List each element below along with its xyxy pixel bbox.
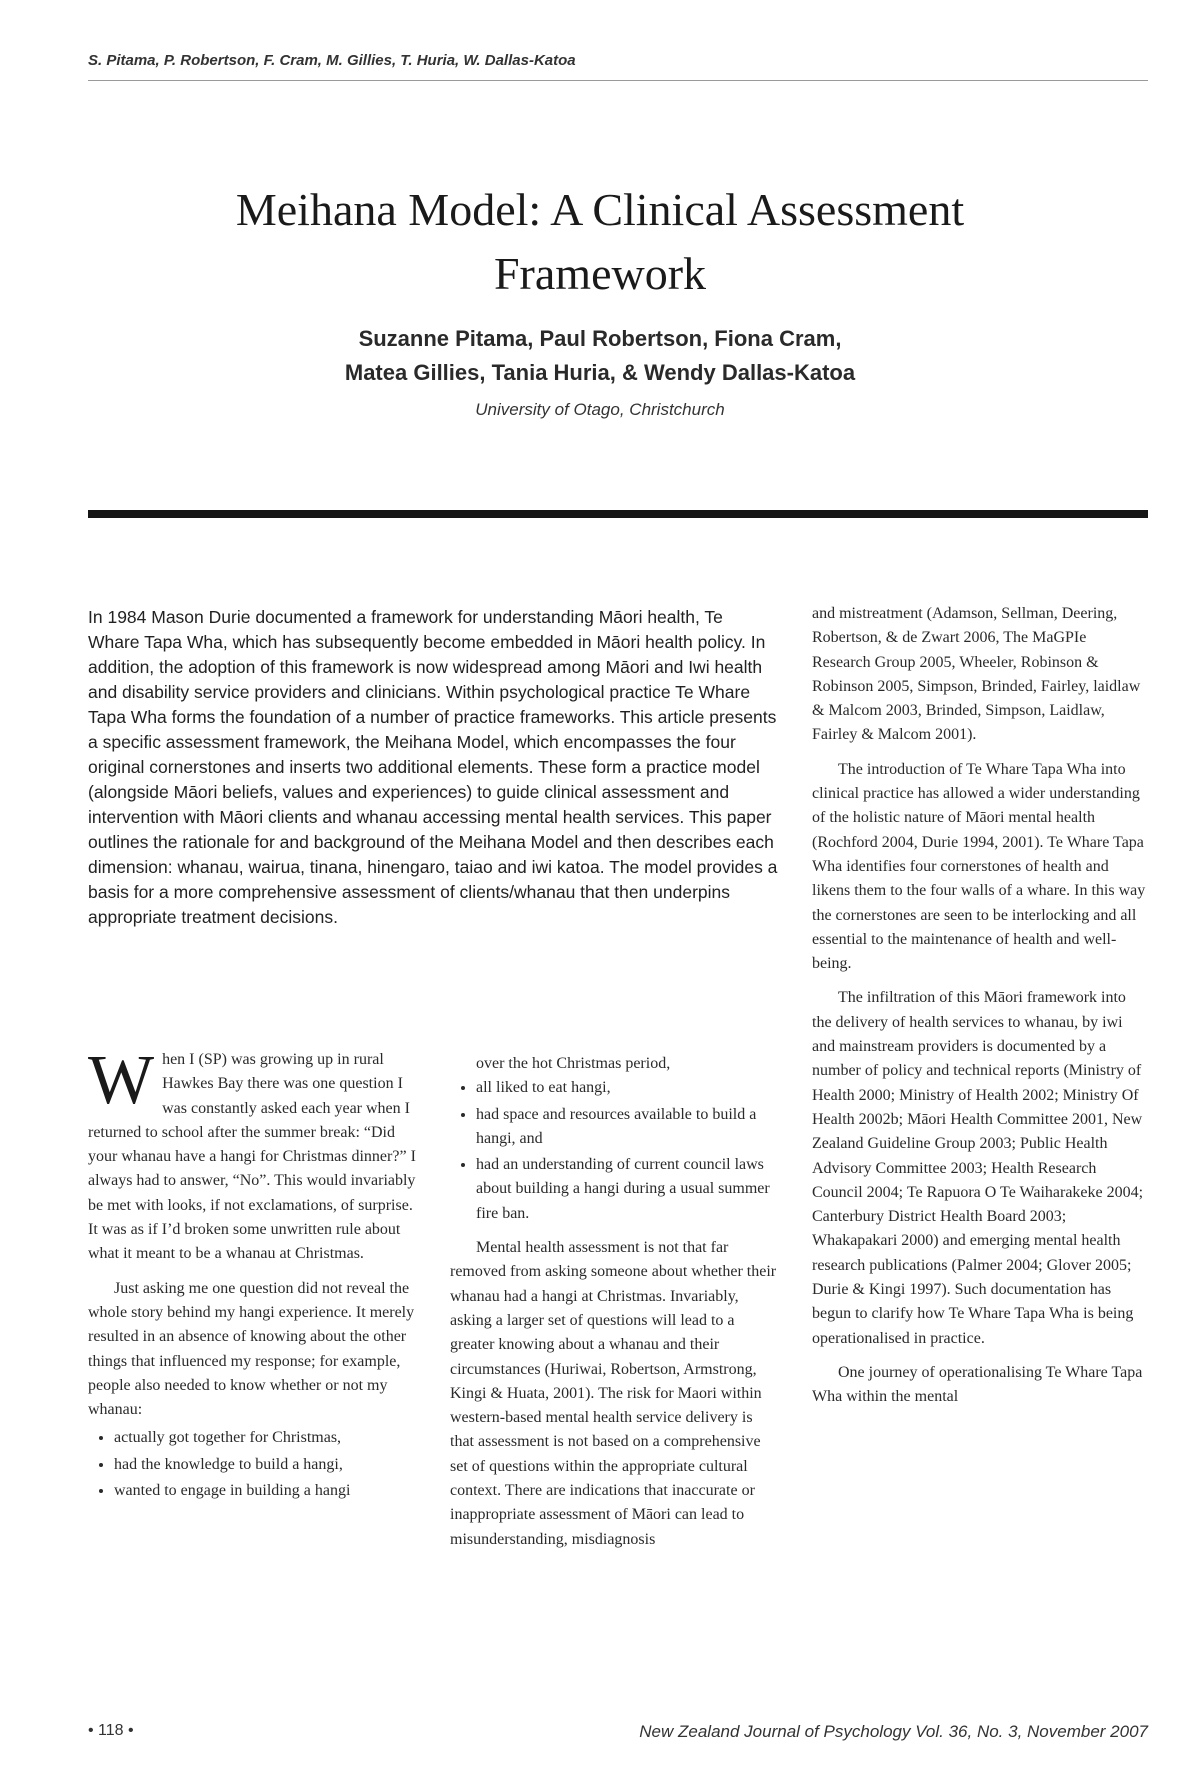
drop-cap: W <box>88 1042 155 1119</box>
author-list <box>100 322 1100 390</box>
paragraph: and mistreatment (Adamson, Sellman, Deering, Robertson, & de Zwart 2006, The MaGPIe Research Group 2005, Wheeler, Robinson & Robinson 2005, Simpson, Brinded, Fairley, laidlaw & Malcom 2003, Brinded, Simpson, Laidlaw, Fairley & Malcom 2001). <box>812 605 1141 744</box>
list-item-continuation: over the hot Christmas period, <box>476 1055 671 1072</box>
title-line-1: Meihana Model: A Clinical Assessment <box>235 184 965 235</box>
page-number: • 118 • <box>88 1722 134 1739</box>
paragraph: The introduction of Te Whare Tapa Wha into clinical practice has allowed a wider understanding of the holistic nature of Māori mental health (Rochford 2004, Durie 1994, 2001). Te Whare Tapa Wha identifies four cornerstones of health and likens them to the four walls of a whare. In this way the cornerstones are seen to be interlocking and all essential to the maintenance of health and well-being. <box>812 760 1146 973</box>
article-title <box>100 178 1100 306</box>
list-item: • had an understanding of current council laws about building a hangi during a usual summer fire ban. <box>476 1153 780 1226</box>
body-column-1 <box>88 1042 418 1505</box>
body-column-3 <box>812 602 1148 1410</box>
paragraph: Just asking me one question did not reveal the whole story behind my hangi experience. It merely resulted in an absence of knowing about the other things that influenced my response; for example, people also needed to know whether or not my whanau: <box>88 1279 415 1419</box>
paragraph-text: hen I (SP) was growing up in rural Hawkes Bay there was one question I was constantly asked each year when I returned to school after the summer break: “Did your whanau have a hangi for Christmas dinner?” I always had to answer, “No”. This would invariably be met with looks, if not exclamations, of surprise. It was as if I’d broken some unwritten rule about what it meant to be a whanau at Christmas. <box>88 1051 416 1263</box>
list-item: • had the knowledge to build a hangi, <box>114 1453 418 1477</box>
authors-line-2: Matea Gillies, Tania Huria, & Wendy Dallas-Katoa <box>344 360 856 385</box>
bullet-list <box>450 1076 780 1226</box>
bullet-list <box>88 1426 418 1503</box>
list-item: • actually got together for Christmas, <box>114 1426 418 1450</box>
header-rule <box>88 80 1148 81</box>
list-item: • all liked to eat hangi, <box>476 1076 780 1100</box>
running-head: S. Pitama, P. Robertson, F. Cram, M. Gillies, T. Huria, W. Dallas-Katoa <box>88 52 576 69</box>
journal-citation: New Zealand Journal of Psychology Vol. 36, No. 3, November 2007 <box>639 1722 1148 1741</box>
body-column-2 <box>450 1052 780 1552</box>
list-item: • wanted to engage in building a hangi <box>114 1479 418 1503</box>
title-line-2: Framework <box>493 248 707 299</box>
abstract: In 1984 Mason Durie documented a framework for understanding Māori health, Te Whare Tapa Wha, which has subsequently become embedded in Māori health policy. In addition, the adoption of this framework is now widespread among Māori and Iwi health and disability service providers and clinicians. Within psychological practice Te Whare Tapa Wha forms the foundation of a number of practice frameworks. This article presents a specific assessment framework, the Meihana Model, which encompasses the four original cornerstones and inserts two additional elements. These form a practice model (alongside Māori beliefs, values and experiences) to guide clinical assessment and intervention with Māori clients and whanau accessing mental health services. This paper outlines the rationale for and background of the Meihana Model and then describes each dimension: whanau, wairua, tinana, hinengaro, taiao and iwi katoa. The model provides a basis for a more comprehensive assessment of clients/whanau that then underpins appropriate treatment decisions. <box>88 607 778 927</box>
paragraph: The infiltration of this Māori framework into the delivery of health services to whanau, by iwi and mainstream providers is documented by a number of policy and technical reports (Ministry of Health 2000; Ministry of Health 2002; Ministry Of Health 2002b; Māori Health Committee 2001, New Zealand Guideline Group 2003; Public Health Advisory Committee 2003; Health Research Council 2004; Te Rapuora O Te Waiharakeke 2004; Canterbury District Health Board 2003; Whakapakari 2000) and emerging mental health research publications (Palmer 2004; Glover 2005; Durie & Kingi 1997). Such documentation has begun to clarify how Te Whare Tapa Wha is being operationalised in practice. <box>812 989 1144 1347</box>
paragraph: One journey of operationalising Te Whare Tapa Wha within the mental <box>812 1363 1143 1406</box>
intro-paragraph <box>88 1042 418 1267</box>
affiliation: University of Otago, Christchurch <box>475 400 725 419</box>
paragraph: Mental health assessment is not that far removed from asking someone about whether their whanau had a hangi at Christmas. Invariably, asking a larger set of questions will lead to a greater knowing about a whanau and their circumstances (Huriwai, Robertson, Armstrong, Kingi & Huata, 2001). The risk for Maori within western-based mental health service delivery is that assessment is not based on a comprehensive set of questions within the appropriate cultural context. There are indications that inaccurate or inappropriate assessment of Māori can lead to misunderstanding, misdiagnosis <box>450 1239 777 1548</box>
authors-line-1: Suzanne Pitama, Paul Robertson, Fiona Cram, <box>358 326 842 351</box>
section-divider <box>88 510 1148 518</box>
list-item: • had space and resources available to build a hangi, and <box>476 1103 780 1152</box>
